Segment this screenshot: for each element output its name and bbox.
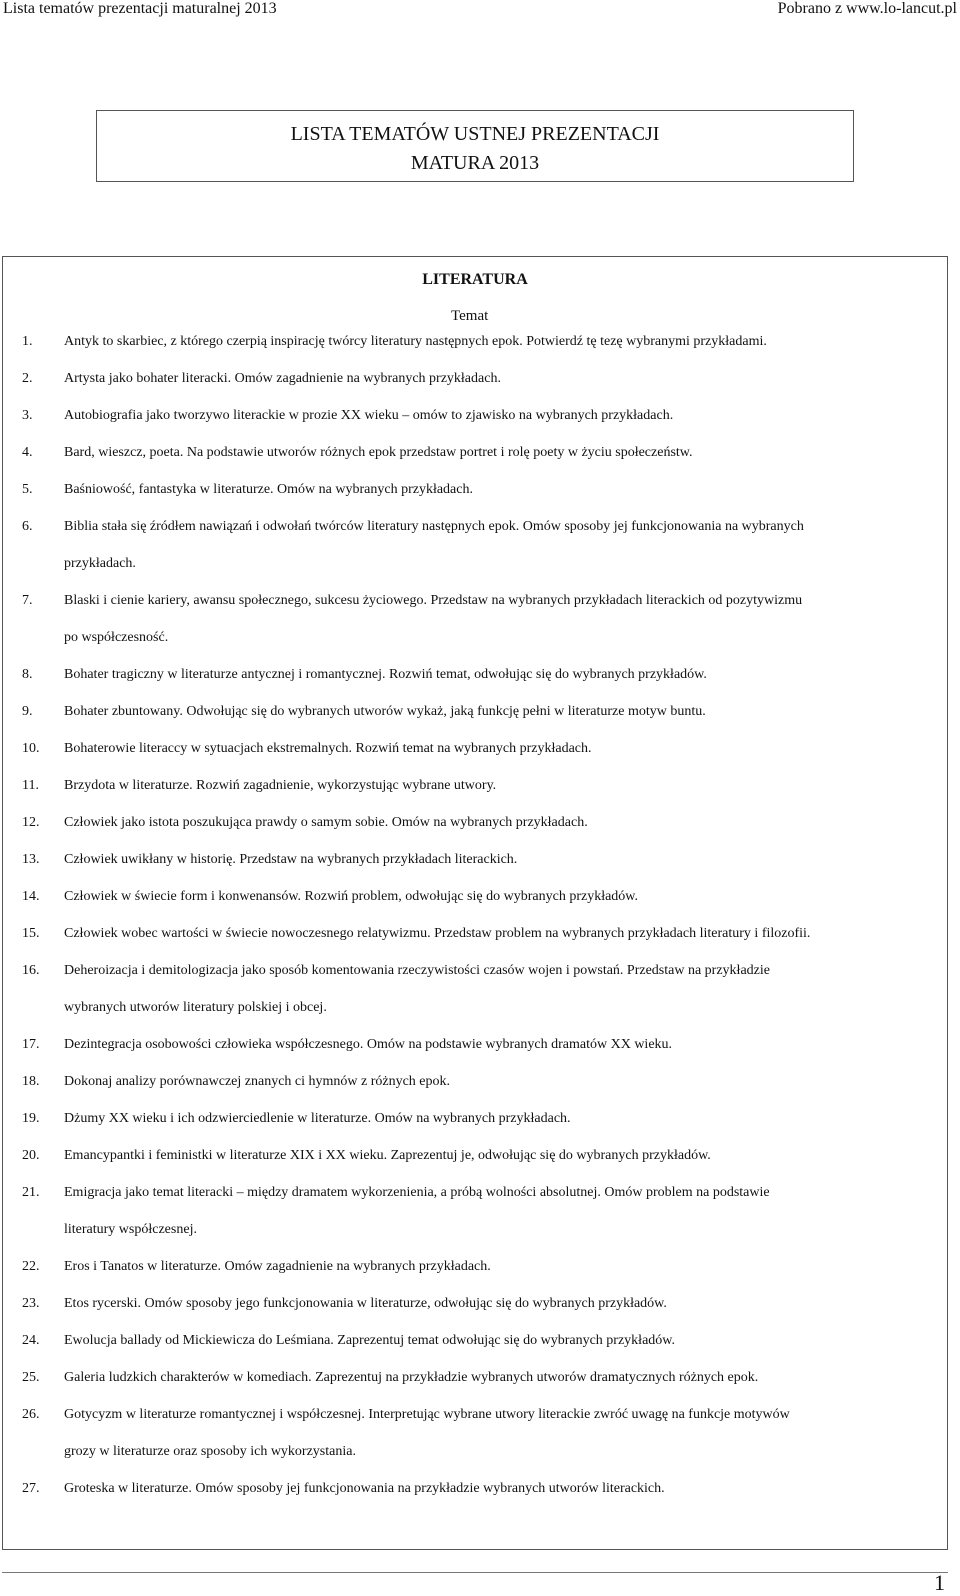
topics-table xyxy=(2,256,948,1550)
topic-text xyxy=(64,1026,935,1063)
topic-number: 8. xyxy=(22,667,33,682)
topic-text-line: Bohater tragiczny w literaturze antycznej i romantycznej. Rozwiń temat, odwołując się do wybranych przykładów. xyxy=(64,667,707,682)
topic-number: 13. xyxy=(22,852,40,867)
topic-text-line: Dezintegracja osobowości człowieka współczesnego. Omów na podstawie wybranych dramatów XX wieku. xyxy=(64,1037,673,1052)
topic-text-line: Ewolucja ballady od Mickiewicza do Leśmiana. Zaprezentuj temat odwołując się do wybranych przykładów. xyxy=(64,1333,675,1348)
topic-number: 24. xyxy=(22,1333,40,1348)
topic-number: 20. xyxy=(22,1148,40,1163)
header-document-title: Lista tematów prezentacji maturalnej 2013 xyxy=(3,0,277,17)
topic-text xyxy=(64,323,935,360)
topic-number: 11. xyxy=(22,778,39,793)
topic-text xyxy=(64,1359,935,1396)
topic-text-line: Dokonaj analizy porównawczej znanych ci hymnów z różnych epok. xyxy=(64,1074,451,1089)
title-line-2: MATURA 2013 xyxy=(410,152,540,174)
topic-text-line: grozy w literaturze oraz sposoby ich wykorzystania. xyxy=(64,1444,356,1459)
topic-text xyxy=(64,878,935,915)
topic-number: 22. xyxy=(22,1259,40,1274)
topic-number: 4. xyxy=(22,445,33,460)
topic-text-line: Bard, wieszcz, poeta. Na podstawie utworów różnych epok przedstaw portret i rolę poety w życiu społeczeństw. xyxy=(64,445,693,460)
topic-number: 1. xyxy=(22,334,33,349)
topic-number: 7. xyxy=(22,593,33,608)
topic-number: 2. xyxy=(22,371,33,386)
topic-text-line: Bohaterowie literaccy w sytuacjach ekstremalnych. Rozwiń temat na wybranych przykładach. xyxy=(64,741,592,756)
topic-number: 14. xyxy=(22,889,40,904)
topic-text xyxy=(64,582,935,656)
topic-number: 21. xyxy=(22,1185,40,1200)
topic-number: 3. xyxy=(22,408,33,423)
topic-text xyxy=(64,656,935,693)
topic-number: 23. xyxy=(22,1296,40,1311)
section-title: LITERATURA xyxy=(422,271,528,288)
topic-text xyxy=(64,360,935,397)
topic-number: 6. xyxy=(22,519,33,534)
topic-text xyxy=(64,1248,935,1285)
topic-text xyxy=(64,1100,935,1137)
topic-text-line: Biblia stała się źródłem nawiązań i odwołań twórców literatury następnych epok. Omów sposoby jej funkcjonowania na wybranych xyxy=(64,519,804,534)
footer-divider xyxy=(2,1572,948,1573)
topic-text-line: Deheroizacja i demitologizacja jako sposób komentowania rzeczywistości czasów wojen i powstań. Przedstaw na przykładzie xyxy=(64,963,770,978)
topics-list xyxy=(3,257,947,1549)
topic-text-line: Człowiek w świecie form i konwenansów. Rozwiń problem, odwołując się do wybranych przykładów. xyxy=(64,889,638,904)
topic-text xyxy=(64,508,935,582)
topic-number: 15. xyxy=(22,926,40,941)
topic-text xyxy=(64,1174,935,1248)
topic-text-line: Człowiek uwikłany w historię. Przedstaw na wybranych przykładach literackich. xyxy=(64,852,518,867)
topic-number: 16. xyxy=(22,963,40,978)
header-source-link[interactable]: Pobrano z www.lo-lancut.pl xyxy=(777,0,957,17)
column-label: Temat xyxy=(451,308,489,324)
topic-text-line: przykładach. xyxy=(64,556,136,571)
topic-text-line: Artysta jako bohater literacki. Omów zagadnienie na wybranych przykładach. xyxy=(64,371,501,386)
topic-text-line: Emigracja jako temat literacki – między dramatem wykorzenienia, a próbą wolności absolutnej. Omów problem na podstawie xyxy=(64,1185,770,1200)
topic-text-line: po współczesność. xyxy=(64,630,169,645)
topic-text xyxy=(64,397,935,434)
topic-number: 10. xyxy=(22,741,40,756)
topic-text xyxy=(64,1063,935,1100)
topic-text-line: Bohater zbuntowany. Odwołując się do wybranych utworów wykaż, jaką funkcję pełni w literaturze motyw buntu. xyxy=(64,704,706,719)
topic-number: 18. xyxy=(22,1074,40,1089)
topic-text xyxy=(64,693,935,730)
topic-text xyxy=(64,804,935,841)
topic-text-line: Etos rycerski. Omów sposoby jego funkcjonowania w literaturze, odwołując się do wybranych przykładów. xyxy=(64,1296,667,1311)
topic-text xyxy=(64,915,935,952)
topic-text-line: Człowiek wobec wartości w świecie nowoczesnego relatywizmu. Przedstaw problem na wybranych przykładach literatury i filozofii. xyxy=(64,926,811,941)
page-number: 1 xyxy=(934,1570,945,1595)
topic-text-line: Autobiografia jako tworzywo literackie w prozie XX wieku – omów to zjawisko na wybranych przykładach. xyxy=(64,408,674,423)
topic-text xyxy=(64,1322,935,1359)
topic-text xyxy=(64,434,935,471)
topic-text xyxy=(64,1470,935,1507)
topic-text-line: Człowiek jako istota poszukująca prawdy o samym sobie. Omów na wybranych przykładach. xyxy=(64,815,588,830)
topic-text-line: Antyk to skarbiec, z którego czerpią inspirację twórcy literatury następnych epok. Potwierdź tę tezę wybranymi przykładami. xyxy=(64,334,767,349)
topic-text-line: Brzydota w literaturze. Rozwiń zagadnienie, wykorzystując wybrane utwory. xyxy=(64,778,497,793)
topic-number: 17. xyxy=(22,1037,40,1052)
topic-text xyxy=(64,841,935,878)
topic-text xyxy=(64,767,935,804)
topic-number: 25. xyxy=(22,1370,40,1385)
topic-text xyxy=(64,952,935,1026)
topic-number: 12. xyxy=(22,815,40,830)
topic-text-line: wybranych utworów literatury polskiej i obcej. xyxy=(64,1000,327,1015)
topic-number: 27. xyxy=(22,1481,40,1496)
topic-number: 19. xyxy=(22,1111,40,1126)
topic-text-line: Galeria ludzkich charakterów w komediach. Zaprezentuj na przykładzie wybranych utworów dramatycznych różnych epok. xyxy=(64,1370,759,1385)
topic-text-line: Dżumy XX wieku i ich odzwierciedlenie w literaturze. Omów na wybranych przykładach. xyxy=(64,1111,571,1126)
topic-text-line: Gotycyzm w literaturze romantycznej i współczesnej. Interpretując wybrane utwory literackie zwróć uwagę na funkcje motywów xyxy=(64,1407,790,1422)
topic-text-line: Groteska w literaturze. Omów sposoby jej funkcjonowania na przykładzie wybranych utworów literackich. xyxy=(64,1481,665,1496)
topic-text xyxy=(64,1285,935,1322)
topic-text xyxy=(64,1137,935,1174)
topic-text xyxy=(64,1396,935,1470)
topic-number: 9. xyxy=(22,704,33,719)
topic-number: 5. xyxy=(22,482,33,497)
topic-text-line: Emancypantki i feministki w literaturze XIX i XX wieku. Zaprezentuj je, odwołując się do wybranych przykładów. xyxy=(64,1148,711,1163)
topic-text-line: literatury współczesnej. xyxy=(64,1222,197,1237)
title-line-1: LISTA TEMATÓW USTNEJ PREZENTACJI xyxy=(290,123,660,145)
topic-number: 26. xyxy=(22,1407,40,1422)
topic-text-line: Blaski i cienie kariery, awansu społecznego, sukcesu życiowego. Przedstaw na wybranych przykładach literackich od pozytywizmu xyxy=(64,593,803,608)
topic-text xyxy=(64,471,935,508)
title-box xyxy=(96,110,854,182)
topic-text-line: Eros i Tanatos w literaturze. Omów zagadnienie na wybranych przykładach. xyxy=(64,1259,491,1274)
topic-text xyxy=(64,730,935,767)
topic-text-line: Baśniowość, fantastyka w literaturze. Omów na wybranych przykładach. xyxy=(64,482,473,497)
